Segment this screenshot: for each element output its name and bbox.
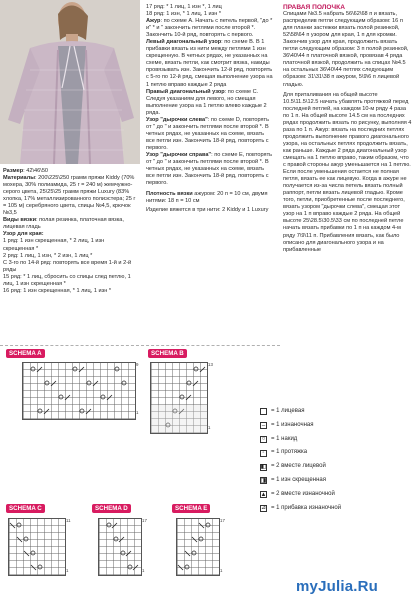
materials-line: Материалы: 200\225\250 грамм пряжи Kiddy (70% мохера, 30% полиамида, 25 г = 240 м) жемчужно-серого цвета, 25\25\25 грамм пряжи Luxury (83% хлопка, 17% металлизированного полиэстера; 25 г = 105 м) серебряного цвета, спицы №4,5, крючок №3,5	[3, 175, 136, 217]
yarn-over-symbol-icon: ○	[261, 436, 266, 443]
holes-left-pattern: Узор "дырочки слева": по схеме D, повторять от " до " и закончить петлями после второй *. В четных рядах, не указанных на схеме, вязать все петли изн. Закончить 18-й ряд, повторять с первого.	[146, 116, 270, 151]
right-diagonal-pattern: Правый диагональный узор: по схеме С. Следуя указаниям для левого, но смещая выполнение узора на 1 петлю влево каждые 2 ряда.	[146, 88, 267, 116]
edge-pattern-heading: Узор для края:	[3, 231, 44, 238]
p2tog-symbol-icon: ▲	[260, 491, 267, 498]
edge-row-2: 2 ряд: 1 лиц, 1 изн, * 2 изн, 1 лиц *	[3, 252, 93, 259]
twisted-purl-symbol-icon: ◨	[260, 477, 267, 484]
schema-d-title: SCHEMA D	[92, 504, 131, 513]
schema-a-rownum: 1	[136, 410, 139, 415]
k2tog-symbol-icon: ◧	[260, 464, 267, 471]
lace-pattern: Ажур: по схеме А. Начать с петель первой, "до * и" * и " закончить петлями после второй *. Закончить 10-й ряд, повторять с первого.	[146, 18, 273, 39]
schema-d-chart	[98, 518, 145, 576]
schema-c-title: SCHEMA C	[6, 504, 45, 513]
row-17: 17 ряд: * 1 лиц, 1 изн *, 1 лиц	[146, 4, 222, 10]
legend-item: ▲ = 2 вместе изнаночной	[260, 490, 335, 498]
schema-e-symbols	[177, 519, 219, 575]
stitch-legend	[260, 405, 412, 515]
schema-c-chart	[8, 518, 69, 576]
site-watermark: myJulia.Ru	[296, 578, 379, 595]
schema-b-chart	[150, 362, 211, 434]
knit-symbol-icon	[260, 408, 267, 415]
schema-a-chart	[22, 362, 139, 420]
legend-item: ◦ = 1 протяжка	[260, 446, 412, 460]
schema-b-rownum: 1	[208, 425, 211, 430]
slip-symbol-icon: ◦	[260, 450, 267, 457]
legend-item: ◨ = 1 изн скрещенная	[260, 476, 326, 484]
edge-row-15: 15 ряд: * 1 лиц, сбросить со спицы след петлю, 1 лиц, 1 изн скрещенная *	[3, 273, 131, 287]
schema-a-rownum: 9	[136, 362, 139, 367]
schema-e-chart	[176, 518, 223, 576]
stitch-types-line: Виды вязки: полая резинка, платочная вязка, лицевая гладь	[3, 217, 124, 231]
holes-right-pattern: Узор "дырочки справа": по схеме E, повторять от " до " и закончить петлями после второй *. В четных рядах, не указанных на схеме, вязать все петли изн. Закончить 18-й ряд, повторять с первого.	[146, 151, 273, 187]
right-front-para-2: Для приталивания на общей высоте 10.5\11.5\12.5 начать убавлять протяжкой перед последней петлей, на каждом 10-м ряду 4 раза по 1 п. На общей высоте 14.5 см на последних рядах продолжить вязать по рисунку, выполняя 4 раза по 1 п. Ажур: вязать на последних петлях продолжить выполнение правого диагонального узора, на остальных петлях продолжить вязать, как раньше. Каждые 2 ряда диагональный узор смещать на 1 петлю вправо, таким образом, что с правой стороны ажур уменьшается на 1 петлю. Если после уменьшения остается не полная петля, вязать ее как лицевую. Когда в ажуре не получается из-за числа петель вязать полный раппорт, петли вязать лицевой гладью. Кроме того, петли, приобретенные после последнего, вязать узором "дырочки слева", смещая этот узор на 1 п вправо каждые 2 ряда. На общей высоте 25\28.5\30.5\33 см по последней петле начать вязать прибавки по 1 п на каждом 4-м ряду 7\9\11 п. Прибавления вязать, как было описано для диагонального узора и на прибавленные	[283, 91, 412, 253]
schema-b-symbols	[151, 363, 207, 433]
schema-b-title: SCHEMA B	[148, 349, 187, 358]
purl-increase-symbol-icon: ⊿	[260, 505, 267, 512]
schema-a-symbols	[23, 363, 135, 419]
schema-c-rownum: 1	[66, 568, 69, 573]
column-1	[3, 168, 137, 295]
schema-e-rownum: 1	[220, 568, 223, 573]
legend-item: – = 1 изнаночная	[261, 421, 314, 429]
left-diagonal-pattern: Левый диагональный узор: по схеме В. В 1 прибавки вязать из нити между петлями 1 изн скрещенную. В четных рядах, не указанных на схеме, вязать петли, как смотрит вязка, накиды провязывать изн. Закончить 12-й ряд, повторять с 5-го по 12-й ряд, смещая выполнение узора на 1 петлю вправо каждые 2 ряда	[146, 39, 273, 88]
schema-d-rownum: 17	[142, 518, 147, 523]
schema-c-rownum: 11	[66, 518, 71, 523]
schema-d-rownum: 1	[142, 568, 145, 573]
cardigan-illustration	[0, 0, 140, 164]
legend-item: = 1 лицевая	[260, 405, 412, 419]
legend-item: ○ = 1 накид	[261, 435, 298, 443]
schema-e-rownum: 17	[220, 518, 225, 523]
right-front-para-1: Спицами №3.5 набрать 56\62\68 п и вязать, распределив петли следующим образом: 16 п для планки застежки вязать полой резинкой, 52\58\64 п узором для края, 1 п для кромки. Закончив узор для края, продолжить вязать петли следующим образом: 3 п полой резинкой, 36\40\44 п платочной вязкой, провязав 4 ряда платочной вязкой, продолжить на спицах №4.5 на остальных 36\40\44 петлях следующим образом: 31\31\38 п ажуром, 5\9\6 п лицевой гладью.	[283, 11, 409, 88]
cardigan-photo	[0, 0, 140, 164]
edge-row-3-14: С 3-го по 14-й ряд: повторять все время 1-й и 2-й ряды	[3, 259, 132, 273]
divider	[0, 345, 280, 346]
edge-row-16: 16 ряд: 1 изн скрещенная, * 1 лиц, 1 изн *	[3, 287, 112, 294]
schema-d-symbols	[99, 519, 141, 575]
yarn-note: Изделие вяжется в три нити: 2 Kiddy и 1 Luxury	[146, 207, 269, 214]
row-18: 18 ряд: 1 изн, * 1 лиц, 1 изн *	[146, 11, 222, 18]
legend-item: ⊿ = 1 прибавка изнаночной	[260, 504, 342, 512]
schema-e-title: SCHEMA E	[172, 504, 210, 513]
size-line: Размер: 42\46\50	[3, 168, 49, 174]
schema-a-title: SCHEMA A	[6, 349, 45, 358]
section-title-right-front: ПРАВАЯ ПОЛОЧКА	[283, 4, 345, 11]
schema-b-rownum: 13	[208, 362, 213, 367]
column-2	[146, 4, 274, 214]
schema-c-symbols	[9, 519, 65, 575]
gauge: Плотность вязки ажуром: 20 п = 10 см, двумя нитями: 18 п = 10 см	[146, 191, 268, 205]
column-3	[283, 4, 413, 254]
purl-symbol-icon: –	[261, 422, 266, 429]
edge-row-1: 1 ряд: 1 изн скрещенная, * 2 лиц, 1 изн скрещенная *	[3, 238, 105, 252]
legend-item: ◧ = 2 вместе лицевой	[260, 463, 326, 471]
